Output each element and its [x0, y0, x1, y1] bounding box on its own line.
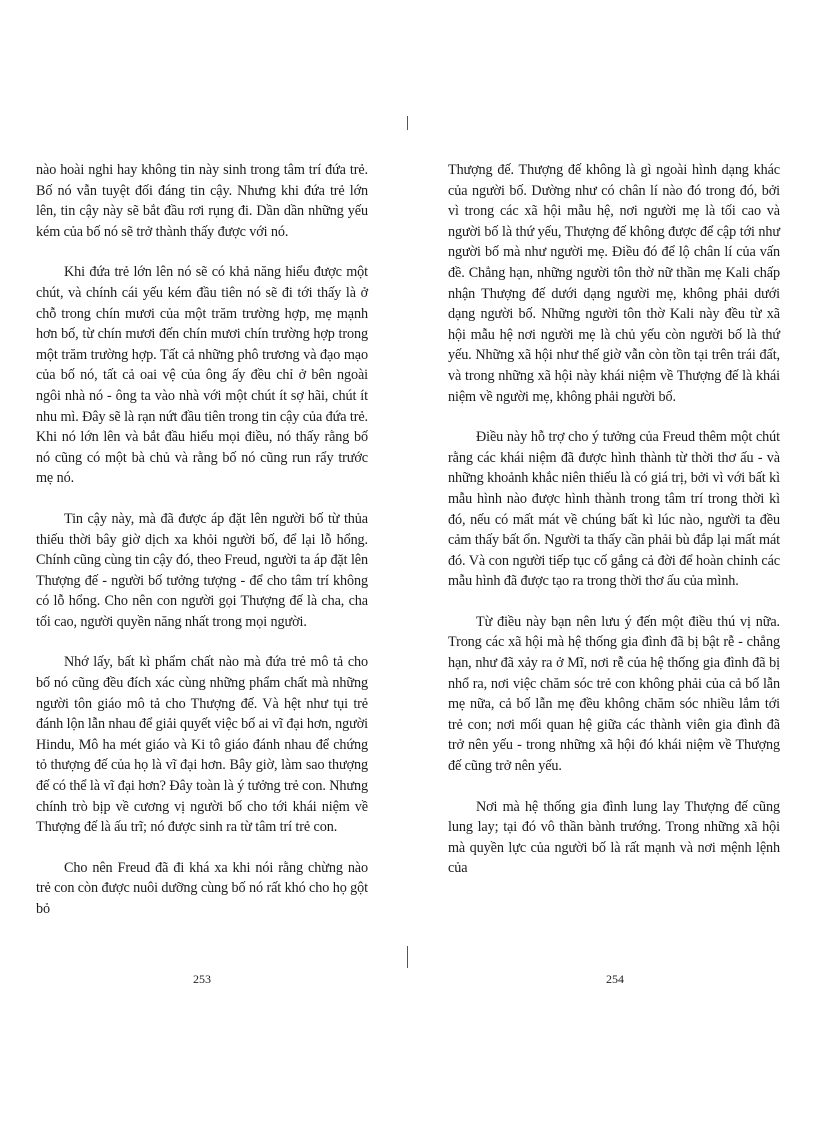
paragraph: nào hoài nghi hay không tin này sinh trong tâm trí đứa trẻ. Bố nó vẫn tuyệt đối đáng tin cậy. Nhưng khi đứa trẻ lớn lên, tin cậy này sẽ bắt đầu rơi rụng đi. Dần dần những yếu kém của bố nó sẽ trở thành thấy được với nó. [36, 162, 368, 240]
paragraph: Nơi mà hệ thống gia đình lung lay Thượng đế cũng lung lay; tại đó vô thần bành trướng. Trong những xã hội mà quyền lực của người bố là rất mạnh và nơi mệnh lệnh của [448, 798, 780, 877]
top-page-divider [407, 116, 408, 130]
paragraph: Thượng đế. Thượng đế không là gì ngoài hình dạng khác của người bố. Dường như có chân lí nào đó trong đó, bởi vì trong các xã hội mẫu hệ, nơi người mẹ là tối cao và người bố là thứ yếu, Thượng đế không được để cập tới như người bố mà như người mẹ. Điều đó để lộ chân lí của vấn đề. Chẳng hạn, những người tôn thờ nữ thần mẹ Kali chấp nhận Thượng đế dưới dạng người mẹ, không phải dưới dạng người bố. Những người tôn thờ Kali này đều từ xã hội mẫu hệ nơi người mẹ là chủ yếu còn người bố là thứ yếu. Những xã hội như thế giờ vẫn còn tồn tại trên trái đất, và trong những xã hội này khái niệm về Thượng đế là khái niệm về người mẹ, không phải người bố. [448, 162, 780, 405]
right-page [448, 160, 780, 899]
paragraph: Điều này hỗ trợ cho ý tưởng của Freud thêm một chút rằng các khái niệm đã được hình thành từ thời thơ ấu - và những khoảnh khắc niên thiếu là có giá trị, bởi vì với bất kì mẫu hình nào được hình thành trong tâm trí trong thời kì đó, nếu có mất mát về chúng bất kì lúc nào, người ta đều cảm thấy bất ổn. Người ta thấy cần phải bù đắp lại mất mát đó. Và con người tiếp tục cố gắng cả đời để hoàn chỉnh các mẫu hình đã được tạo ra trong thời thơ ấu của mình. [448, 429, 780, 590]
paragraph: Cho nên Freud đã đi khá xa khi nói rằng chừng nào trẻ con còn được nuôi dưỡng cùng bố nó rất khó cho họ gột bỏ [36, 859, 368, 917]
left-page-number: 253 [193, 972, 211, 986]
paragraph: Từ điều này bạn nên lưu ý đến một điều thú vị nữa. Trong các xã hội mà hệ thống gia đình đã bị bật rễ - chẳng hạn, như đã xảy ra ở Mĩ, nơi rễ của hệ thống gia đình đã bị nhổ ra, nơi việc chăm sóc trẻ con không phải của cả bố lẫn mẹ nữa, cả bố lẫn mẹ đều không chăm sóc nhiều lắm tới trẻ con; nơi mối quan hệ giữa các thành viên gia đình đã trở nên yếu - trong những xã hội đó khái niệm về Thượng đế cũng trở nên yếu. [448, 613, 780, 775]
left-page [36, 160, 368, 940]
paragraph: Nhớ lấy, bất kì phẩm chất nào mà đứa trẻ mô tả cho bố nó cũng đều đích xác cùng những phẩm chất mà những người tôn giáo mô tả cho Thượng đế. Và hệt như tụi trẻ đánh lộn lẫn nhau để giải quyết việc bố ai vĩ đại hơn, người Hindu, Mô ha mét giáo và Ki tô giáo đánh nhau để chứng tỏ thượng đế của họ là vĩ đại hơn. Bây giờ, làm sao thượng đế có thể là vĩ đại hơn? Đây toàn là ý tưởng trẻ con. Nhưng chính trò bịp về cương vị người bố cho tới khái niệm về Thượng đế là ấu trĩ; nó được sinh ra từ tâm trí trẻ con. [36, 654, 368, 836]
bottom-page-divider [407, 946, 408, 968]
paragraph: Khi đứa trẻ lớn lên nó sẽ có khả năng hiểu được một chút, và chính cái yếu kém đầu tiên nó sẽ đi tới thấy là ở chỗ trong chín mươi của một trăm trường hợp, mẹ mạnh hơn bố, từ chín mươi đến chín mươi chín trường hợp trong một trăm trường hợp. Tất cả những phô trương và đạo mạo của bố nó, tất cả oai vệ của ông ấy đều chỉ ở bên ngoài ngôi nhà nó - ông ta vào nhà với một chút ít sợ hãi, chút ít nhu mì. Đây sẽ là rạn nứt đầu tiên trong tin cậy của đứa trẻ. Khi nó lớn lên và bắt đầu hiểu mọi điều, nó thấy rằng bố nó cũng có một bà chủ và rằng bố nó cũng run rẩy trước mẹ nó. [36, 264, 368, 487]
right-page-number: 254 [606, 972, 624, 986]
paragraph: Tin cậy này, mà đã được áp đặt lên người bố từ thủa thiếu thời bây giờ dịch xa khỏi người bố, để lại lỗ hổng. Chính cũng cùng tin cậy đó, theo Freud, người ta áp đặt lên Thượng đế - người bố tưởng tượng - để cho tâm trí không có lỗ hổng. Cho nên con người gọi Thượng đế là cha, cha tối cao, người quyền năng nhất trong mọi người. [36, 510, 368, 630]
